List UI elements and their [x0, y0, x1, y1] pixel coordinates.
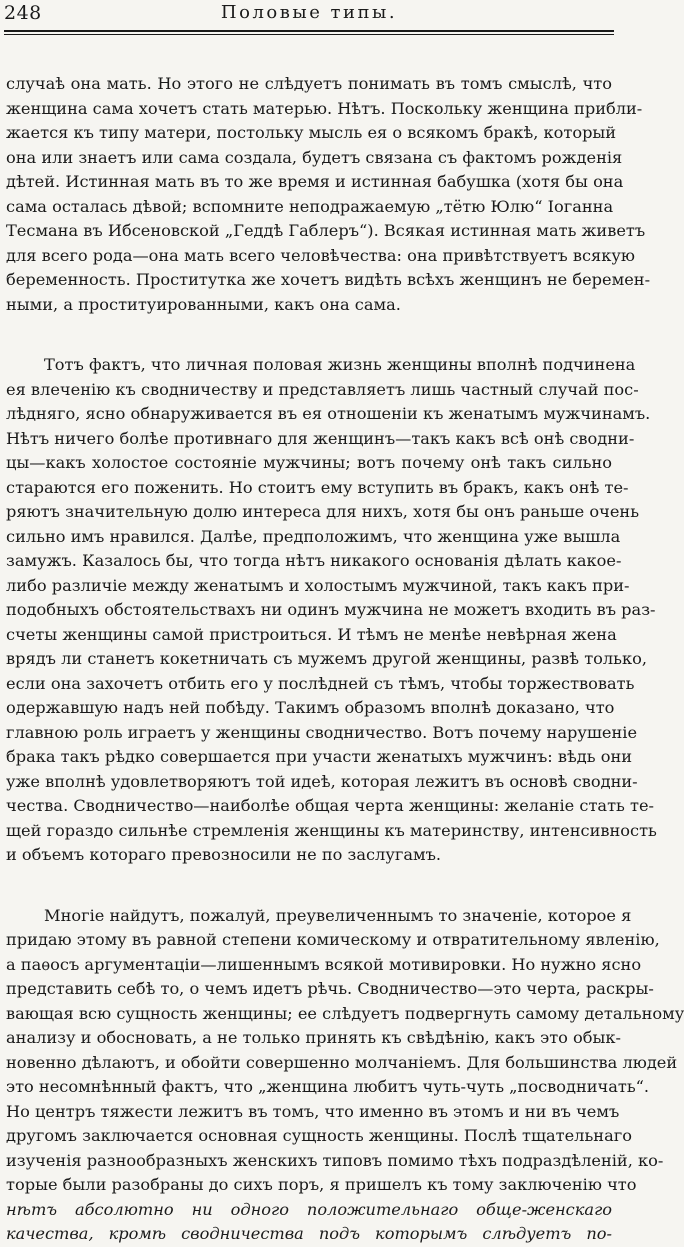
text-line: замужъ. Казалось бы, что тогда нѣтъ никакого основанія дѣлать какое-: [6, 551, 622, 570]
text-line: сама осталась дѣвой; вспомните неподражаемую „тётю Юлю“ Іоганна: [6, 196, 614, 216]
text-line: другомъ заключается основная сущность женщины. Послѣ тщательнаго: [6, 1126, 632, 1145]
text-line: подобныхъ обстоятельствахъ ни одинъ мужчина не можетъ входить въ раз-: [6, 600, 656, 619]
text-line: дѣтей. Истинная мать въ то же время и истинная бабушка (хотя бы она: [6, 172, 624, 191]
text-line: вающая всю сущность женщины; ее слѣдуетъ подвергнуть самому детальному: [6, 1003, 684, 1023]
text-line: брака такъ рѣдко совершается при участи женатыхъ мужчинъ: вѣдь они: [6, 747, 633, 766]
text-line: а паѳосъ аргументаціи—лишеннымъ всякой мотивировки. Но нужно ясно: [6, 954, 642, 974]
text-line: счеты женщины самой пристроиться. И тѣмъ не менѣе невѣрная жена: [6, 624, 617, 644]
paragraph-gap: [6, 868, 612, 904]
text-line: стараются его поженить. Но стоитъ ему вступить въ бракъ, какъ онѣ те-: [6, 477, 629, 497]
text-line: одержавшую надъ ней побѣду. Такимъ образомъ вполнѣ доказано, что: [6, 698, 615, 717]
paragraph-gap: [6, 317, 612, 353]
text-line: главною роль играетъ у женщины сводничество. Вотъ почему нарушеніе: [6, 722, 638, 742]
text-line: это несомнѣнный фактъ, что „женщина любитъ чуть-чуть „посводничать“.: [6, 1077, 650, 1096]
text-line: Нѣтъ ничего болѣе противнаго для женщинъ—такъ какъ всѣ онѣ сводни-: [6, 428, 635, 448]
text-line: она или знаетъ или сама создала, будетъ связана съ фактомъ рожденія: [6, 147, 623, 167]
body-text: [6, 72, 684, 1247]
text-line: изученія разнообразныхъ женскихъ типовъ помимо тѣхъ подраздѣленій, ко-: [6, 1150, 664, 1170]
text-line: случаѣ она мать. Но этого не слѣдуетъ понимать въ томъ смыслѣ, что: [6, 74, 612, 93]
text-line: чества. Сводничество—наиболѣе общая черта женщины: желаніе стать те-: [6, 796, 654, 815]
text-line: щей гораздо сильнѣе стремленія женщины къ материнству, интенсивность: [6, 820, 657, 840]
text-line: ряютъ значительную долю интереса для нихъ, хотя бы онъ раньше очень: [6, 502, 640, 521]
text-line: Многіе найдутъ, пожалуй, преувеличеннымъ то значеніе, которое я: [44, 905, 632, 925]
running-title: Половые типы.: [220, 2, 398, 23]
text-line: и объемъ котораго превозносили не по заслугамъ.: [6, 845, 442, 864]
text-line: ея влеченію къ сводничеству и представляетъ лишь частный случай пос-: [6, 379, 639, 399]
text-line: беременность. Проститутка же хочетъ видѣть всѣхъ женщинъ не беремен-: [6, 270, 651, 289]
text-line: сильно имъ нравился. Далѣе, предположимъ, что женщина уже вышла: [6, 526, 621, 546]
text-line: Но центръ тяжести лежитъ въ томъ, что именно въ этомъ и ни въ чемъ: [6, 1101, 620, 1121]
text-line: нѣтъ абсолютно ни одного положительнаго обще-женскаго: [6, 1199, 612, 1219]
text-line: новенно дѣлаютъ, и обойти совершенно молчаніемъ. Для большинства людей: [6, 1052, 678, 1072]
text-line: если она захочетъ отбить его у послѣдней съ тѣмъ, чтобы торжествовать: [6, 673, 635, 693]
text-line: либо различіе между женатымъ и холостымъ мужчиной, такъ какъ при-: [6, 575, 630, 595]
text-line: женщина сама хочетъ стать матерью. Нѣтъ. Поскольку женщина прибли-: [6, 98, 643, 118]
text-line: представить себѣ то, о чемъ идетъ рѣчь. Сводничество—это черта, раскры-: [6, 979, 654, 998]
text-line: Тесмана въ Ибсеновской „Геддѣ Габлеръ“). Всякая истинная мать живетъ: [6, 221, 646, 240]
text-line: жается къ типу матери, постольку мысль ея о всякомъ бракѣ, который: [6, 123, 617, 142]
text-line: ными, а проституированными, какъ она сама.: [6, 294, 401, 314]
text-line: анализу и обосновать, а не только принять къ свѣдѣнію, какъ это обык-: [6, 1028, 622, 1047]
paragraph: [6, 353, 657, 868]
page-header: [4, 2, 614, 28]
text-line: врядъ ли станетъ кокетничать съ мужемъ другой женщины, развѣ только,: [6, 649, 647, 668]
text-line: для всего рода—она мать всего человѣчества: она привѣтствуетъ всякую: [6, 245, 635, 265]
paragraph: [6, 904, 684, 1247]
text-line: качества, кромѣ сводничества подъ которымъ слѣдуетъ по-: [6, 1224, 612, 1243]
page-number: 248: [4, 2, 42, 24]
text-line: Тотъ фактъ, что личная половая жизнь женщины вполнѣ подчинена: [44, 355, 636, 374]
text-line: лѣдняго, ясно обнаруживается въ ея отношеніи къ женатымъ мужчинамъ.: [6, 404, 651, 423]
text-line: уже вполнѣ удовлетворяютъ той идеѣ, которая лежитъ въ основѣ сводни-: [6, 771, 638, 791]
text-line: цы—какъ холостое состояніе мужчины; вотъ почему онѣ такъ сильно: [6, 453, 612, 472]
text-line: торые были разобраны до сихъ поръ, я пришелъ къ тому заключенію что: [6, 1175, 637, 1194]
text-line: придаю этому въ равной степени комическому и отвратительному явленію,: [6, 930, 660, 949]
header-rule: [4, 30, 614, 35]
paragraph: [6, 72, 651, 317]
